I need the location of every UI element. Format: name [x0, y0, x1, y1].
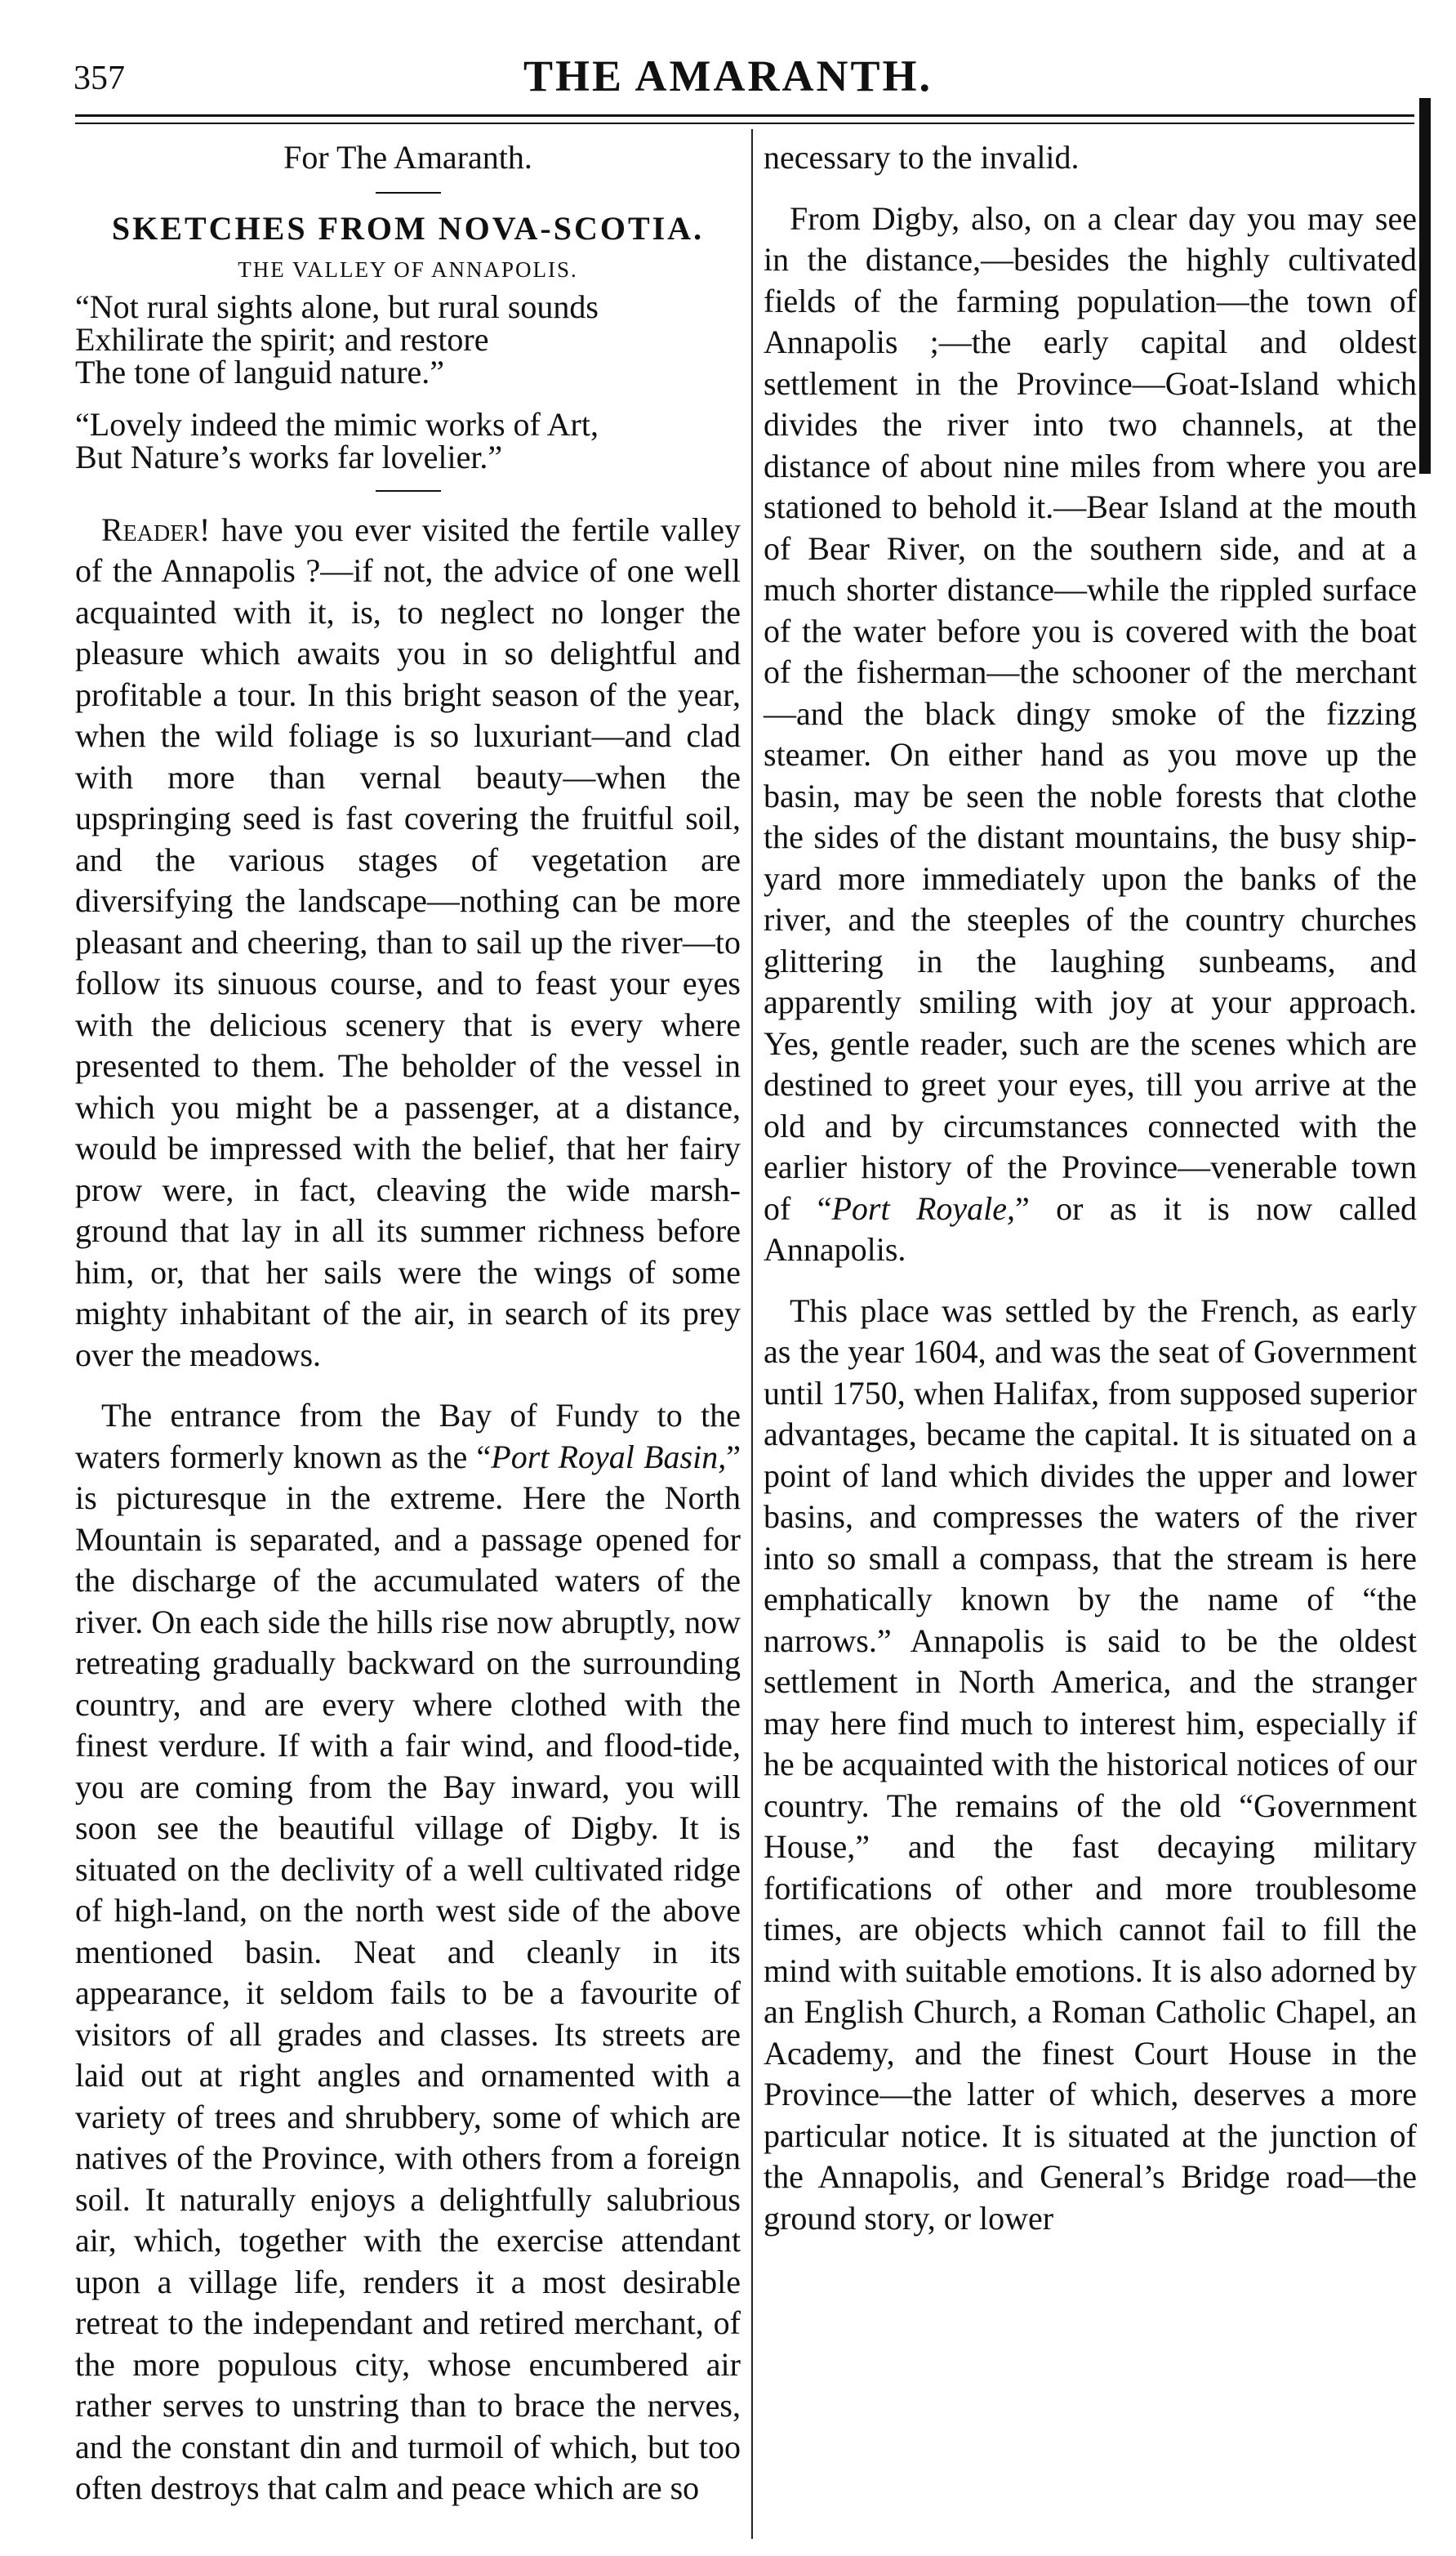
title-rule [376, 192, 441, 194]
paragraph-2 [75, 1395, 741, 2509]
header-rule [75, 114, 1414, 117]
article-subtitle: THE VALLEY OF ANNAPOLIS. [238, 257, 578, 282]
paragraph-1-text: have you ever visited the fertile valley of the Annapolis ?—if not, the advice of one well acquainted with it, is, to neglect no longer the pleasure which awaits you in so delightful and profitable a tour. In this bright season of the year, when the wild foliage is so luxuriant—and clad with more than vernal beauty—when the upspringing seed is fast covering the fruitful soil, and the various stages of vegetation are diversifying the landscape—nothing can be more pleasant and cheering, than to sail up the river—to follow its sinuous course, and to feast your eyes with the delicious scenery that is every where presented to them. The beholder of the vessel in which you might be a passenger, at a distance, would be impressed with the belief, that her fairy prow were, in fact, cleaving the wide marsh-ground that lay in all its summer richness before him, or, that her sails were the wings of some mighty inhabitant of the air, in search of its prey over the meadows. [75, 511, 741, 1373]
right-column-body [764, 137, 1417, 2239]
paragraph-2-continued: necessary to the invalid. [764, 139, 1080, 176]
paragraph-3-text: From Digby, also, on a clear day you may see in the distance,—besides the highly cultivated fields of the farming population—the town of Annapolis ;—the early capital and oldest settlement in the Province—Goat-Island which divides the river into two channels, at the distance of about nine miles from where you are stationed to behold it.—Bear Island at the mouth of Bear River, on the southern side, and at a much shorter distance—while the rippled surface of the water before you is covered with the boat of the fisherman—the schooner of the merchant—and the black dingy smoke of the fizzing steamer. On either hand as you move up the basin, may be seen the noble forests that clothe the sides of the distant mountains, the busy ship-yard more immediately upon the banks of the river, and the steeples of the country churches glittering in the laughing sunbeams, and apparently smiling with joy at your approach. Yes, gentle reader, such are the scenes which are destined to greet your eyes, till you arrive at the old and by circumstances connected with the earlier history of the Province—venerable town of “ [764, 199, 1417, 1227]
binding-edge-mark [1419, 98, 1431, 474]
paragraph-1 [75, 510, 741, 1376]
epigraph-quote-2: “Lovely indeed the mimic works of Art, But Nature’s works far lovelier.” [75, 405, 599, 475]
header-rule-thin [75, 123, 1414, 124]
running-title: THE AMARANTH. [523, 51, 933, 100]
epigraph-quote: “Not rural sights alone, but rural sounds Exhilirate the spirit; and restore The tone of languid nature.” [75, 288, 599, 390]
epigraph-rule [376, 490, 441, 492]
paragraph-3 [764, 199, 1417, 1271]
for-line: For The Amaranth. [283, 139, 532, 176]
paragraph-3-end: ” or as it is now called Annapolis. [764, 1189, 1418, 1268]
paragraph-4: This place was settled by the French, as early as the year 1604, and was the seat of Government until 1750, when Halifax, from supposed superior advantages, became the capital. It is situated on a point of land which divides the upper and lower basins, and compresses the waters of the river into so small a compass, that the stream is here emphatically known by the name of “the narrows.” Annapolis is said to be the oldest settlement in North America, and the stranger may here find much to interest him, especially if he be acquainted with the historical notices of our country. The remains of the old “Government House,” and the fast decaying military fortifications of other and more troublesome times, are objects which cannot fail to fill the mind with suitable emotions. It is also adorned by an English Church, a Roman Catholic Chapel, an Academy, and the finest Court House in the Province—the latter of which, deserves a more particular notice. It is situated at the junction of the Annapolis, and General’s Bridge road—the ground story, or lower [764, 1291, 1417, 2237]
paragraph-3-italic: Port Royale, [831, 1189, 1016, 1227]
left-column [75, 137, 741, 2509]
page-number: 357 [73, 60, 125, 97]
paragraph-2-start: The entrance from the Bay of Fundy to the waters formerly known as the “ [75, 1397, 741, 1475]
article-title: SKETCHES FROM NOVA-SCOTIA. [111, 209, 705, 247]
paragraph-2-italic: Port Royal Basin, [491, 1438, 727, 1475]
column-divider [751, 129, 753, 2539]
paragraph-2-text: ” is picturesque in the extreme. Here the North Mountain is separated, and a passage opened for the discharge of the accumulated waters of the river. On each side the hills rise now abruptly, now retreating gradually backward on the surrounding country, and are every where clothed with the finest verdure. If with a fair wind, and flood-tide, you are coming from the Bay inward, you will soon see the beautiful village of Digby. It is situated on the declivity of a well cultivated ridge of high-land, on the north west side of the above mentioned basin. Neat and cleanly in its appearance, it seldom fails to be a favourite of visitors of all grades and classes. Its streets are laid out at right angles and ornamented with a variety of trees and shrubbery, some of which are natives of the Province, with others from a foreign soil. It naturally enjoys a delightfully salubrious air, which, together with the exercise attendant upon a village life, renders it a most desirable retreat to the independant and retired merchant, of the more populous city, whose encumbered air rather serves to unstring than to brace the nerves, and the constant din and turmoil of which, but too often destroys that calm and peace which are so [75, 1438, 741, 2506]
reader-lead-word: Reader! [101, 511, 211, 548]
